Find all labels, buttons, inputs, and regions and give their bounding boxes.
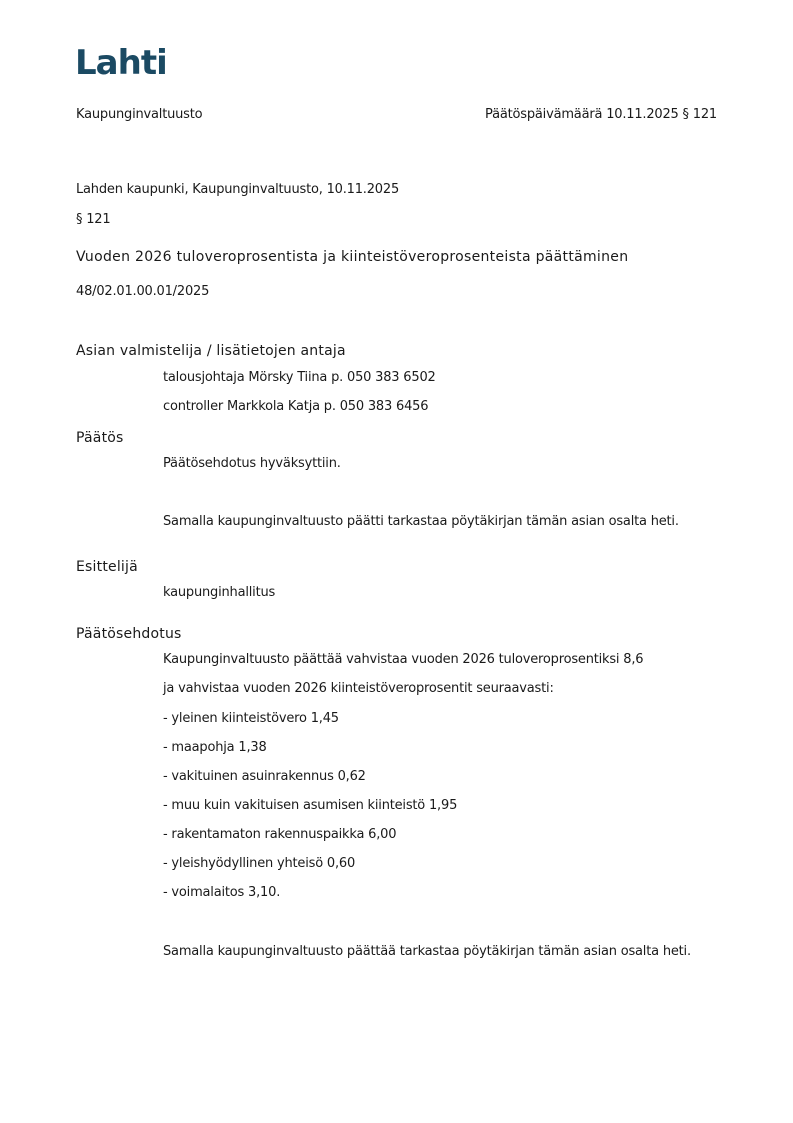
presenter-name: kaupunginhallitus	[163, 585, 276, 600]
header-date-ref: Päätöspäivämäärä 10.11.2025 § 121	[485, 107, 717, 122]
decision-heading: Päätös	[76, 430, 124, 446]
rate-item: - muu kuin vakituisen asumisen kiinteistö 1,95	[163, 798, 458, 813]
document-title: Vuoden 2026 tuloveroprosentista ja kiinteistöveroprosenteista päättäminen	[76, 249, 629, 265]
header-body: Kaupunginvaltuusto	[76, 107, 203, 122]
rate-item: - rakentamaton rakennuspaikka 6,00	[163, 827, 397, 842]
source-line: Lahden kaupunki, Kaupunginvaltuusto, 10.11.2025	[76, 182, 400, 197]
preparer-heading: Asian valmistelija / lisätietojen antaja	[76, 343, 346, 359]
rate-item: - voimalaitos 3,10.	[163, 885, 281, 900]
lahti-logo: Lahti	[75, 43, 167, 83]
proposal-intro: ja vahvistaa vuoden 2026 kiinteistöveroprosentit seuraavasti:	[163, 681, 554, 696]
proposal-heading: Päätösehdotus	[76, 626, 182, 642]
rate-item: - maapohja 1,38	[163, 740, 267, 755]
proposal-closing: Samalla kaupunginvaltuusto päättää tarkastaa pöytäkirjan tämän asian osalta heti.	[163, 944, 691, 959]
rate-item: - yleinen kiinteistövero 1,45	[163, 711, 339, 726]
decision-line: Päätösehdotus hyväksyttiin.	[163, 456, 341, 471]
preparer-person: talousjohtaja Mörsky Tiina p. 050 383 6502	[163, 370, 436, 385]
decision-line: Samalla kaupunginvaltuusto päätti tarkastaa pöytäkirjan tämän asian osalta heti.	[163, 514, 679, 529]
preparer-person: controller Markkola Katja p. 050 383 6456	[163, 399, 429, 414]
diary-number: 48/02.01.00.01/2025	[76, 284, 210, 299]
rate-item: - vakituinen asuinrakennus 0,62	[163, 769, 366, 784]
rate-item: - yleishyödyllinen yhteisö 0,60	[163, 856, 356, 871]
presenter-heading: Esittelijä	[76, 559, 138, 575]
section-number: § 121	[76, 212, 111, 227]
proposal-intro: Kaupunginvaltuusto päättää vahvistaa vuoden 2026 tuloveroprosentiksi 8,6	[163, 652, 644, 667]
